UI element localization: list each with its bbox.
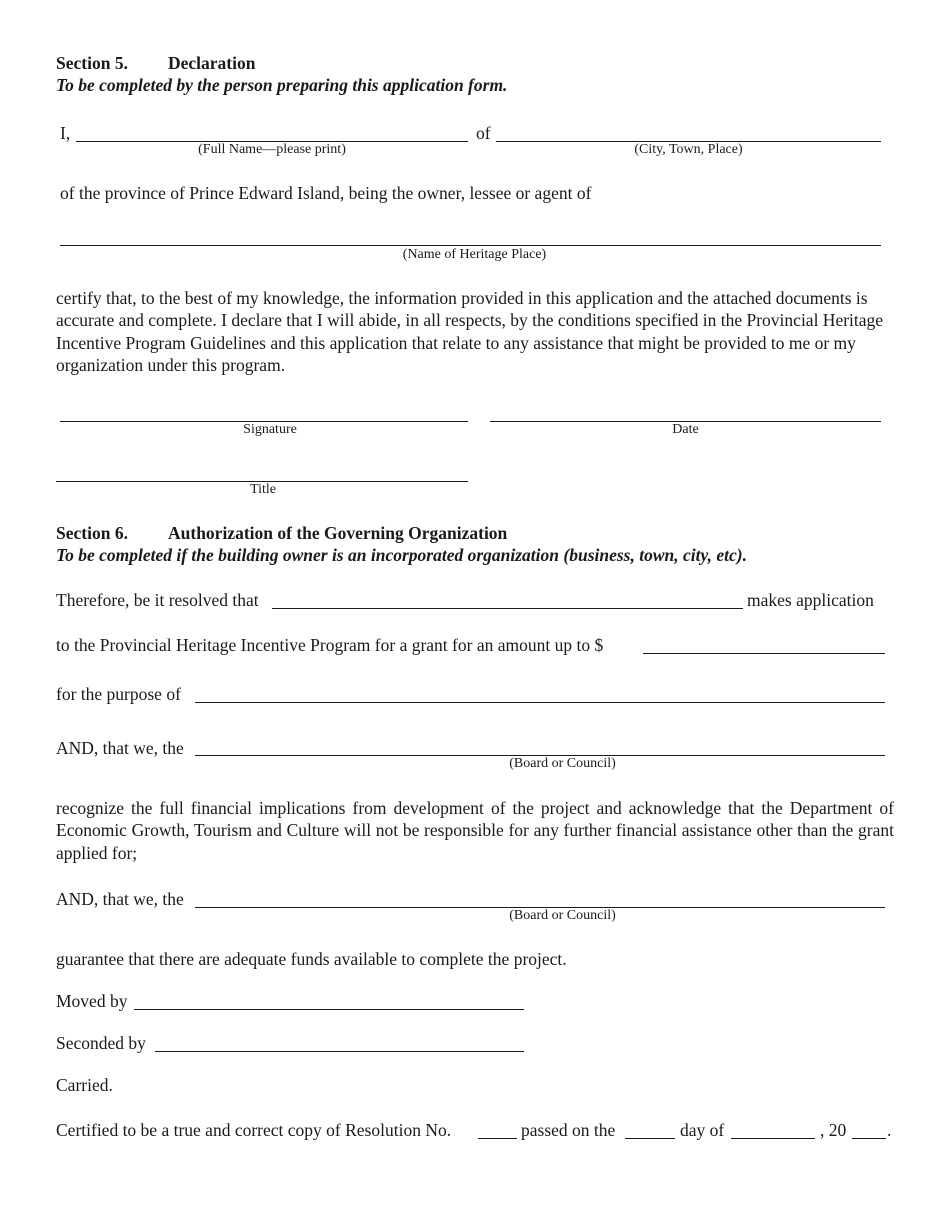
carried-text: Carried. [56,1075,113,1095]
heritage-place-field[interactable] [60,225,880,245]
signature-caption: Signature [243,422,297,437]
moved-by-underline [134,1009,524,1010]
grant-text: to the Provincial Heritage Incentive Program for a grant for an amount up to $ [56,635,604,655]
certify-paragraph: certify that, to the best of my knowledge, the information provided in this application and the attached documents is accurate and complete. I declare that I will abide, in all respects, by the conditions specified in the Provincial Heritage Incentive Program Guidelines and this application that relate to any assistance that might be provided to me or my organization under this program. [56,288,884,375]
year-underline [852,1138,886,1139]
heritage-place-caption: (Name of Heritage Place) [402,247,547,262]
city-caption: (City, Town, Place) [634,142,743,157]
organization-name-field[interactable] [272,588,742,608]
month-underline [731,1138,815,1139]
resolution-number-underline [478,1138,517,1139]
day-of-text: day of [680,1120,725,1140]
section-5-subtitle: To be completed by the person preparing this application form. [56,75,508,95]
purpose-label: for the purpose of [56,684,181,704]
seconded-by-underline [155,1051,524,1052]
signature-field[interactable] [60,401,466,421]
section-5-number: Section 5. [56,53,128,73]
and-label-2: AND, that we, the [56,889,184,909]
year-prefix: , 20 [820,1120,847,1140]
full-name-caption: (Full Name—please print) [198,142,346,157]
day-field[interactable] [625,1118,674,1138]
certified-text: Certified to be a true and correct copy of Resolution No. [56,1120,452,1140]
city-field[interactable] [496,121,878,141]
date-field[interactable] [490,401,880,421]
board-council-field-1[interactable] [195,735,883,755]
of-label: of [476,123,491,143]
date-caption: Date [672,422,699,437]
purpose-field[interactable] [195,682,883,702]
month-field[interactable] [731,1118,814,1138]
section-6-number: Section 6. [56,523,128,543]
day-underline [625,1138,675,1139]
and-label-1: AND, that we, the [56,738,184,758]
resolution-number-field[interactable] [478,1118,516,1138]
title-caption: Title [250,482,276,497]
passed-text: passed on the [521,1120,616,1140]
section-5-title: Declaration [168,53,256,73]
board-council-field-2[interactable] [195,887,883,907]
year-field[interactable] [852,1118,885,1138]
grant-amount-underline [643,653,885,654]
section-6-title: Authorization of the Governing Organization [168,523,508,543]
final-period: . [887,1120,892,1140]
section-6-subtitle: To be completed if the building owner is an incorporated organization (business, town, city, etc). [56,545,747,565]
board-council-caption-1: (Board or Council) [509,756,616,771]
title-field[interactable] [56,461,466,481]
heritage-place-underline [60,245,881,246]
province-text: of the province of Prince Edward Island, being the owner, lessee or agent of [60,183,592,203]
i-label: I, [60,123,71,143]
resolved-suffix: makes application [747,590,874,610]
seconded-label: Seconded by [56,1033,146,1053]
recognize-paragraph: recognize the full financial implications from development of the project and acknowledge that the Department of Economic Growth, Tourism and Culture will not be responsible for any further financial assistance other than the grant applied for; [56,798,894,863]
grant-amount-field[interactable] [643,633,883,653]
board-council-caption-2: (Board or Council) [509,908,616,923]
moved-label: Moved by [56,991,128,1011]
purpose-underline [195,702,885,703]
resolved-prefix: Therefore, be it resolved that [56,590,259,610]
guarantee-text: guarantee that there are adequate funds available to complete the project. [56,949,567,969]
seconded-by-field[interactable] [155,1031,522,1051]
organization-name-underline [272,608,743,609]
full-name-field[interactable] [76,121,466,141]
moved-by-field[interactable] [134,989,522,1009]
